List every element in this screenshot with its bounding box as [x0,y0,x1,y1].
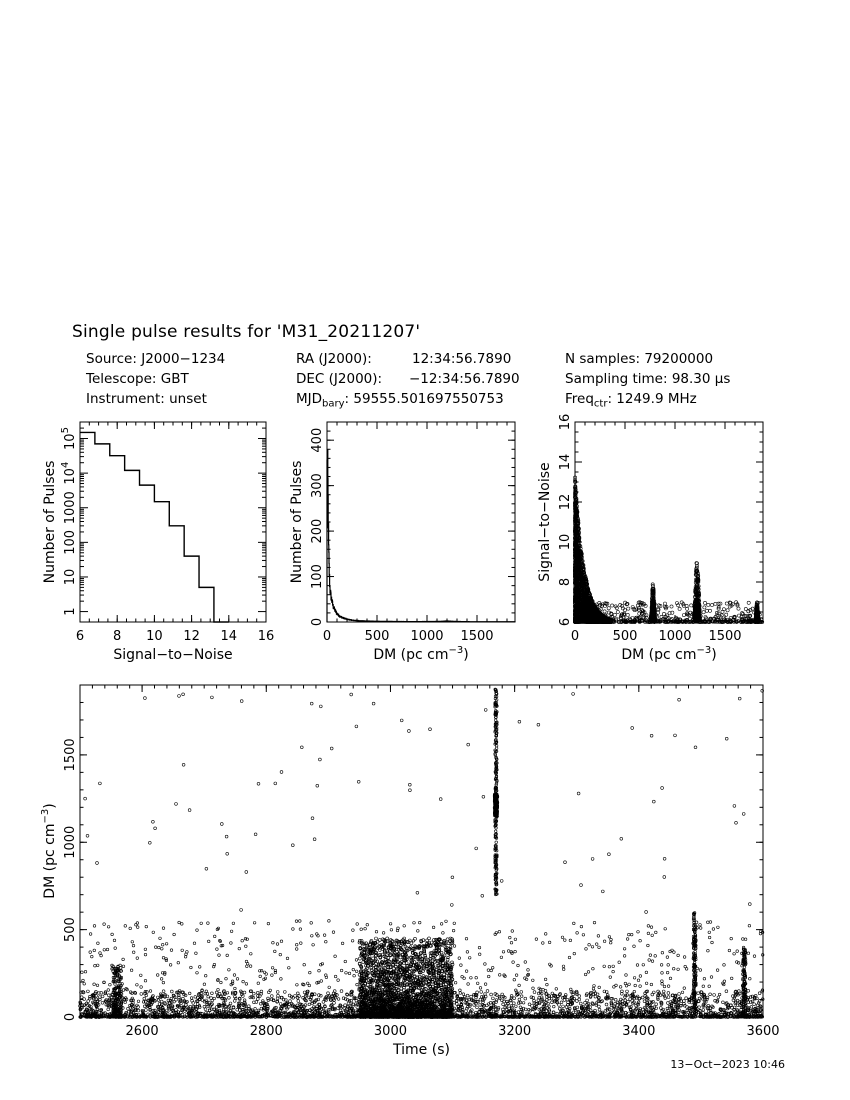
dec-label: DEC (J2000): [296,371,383,387]
dm-vs-time-point [584,1001,587,1004]
snr-histogram-ytick-label: 1000 [63,491,78,525]
snr-vs-dm-point [627,607,630,610]
dm-histogram-steps [327,450,515,622]
snr-histogram-ytick-label: 100 [63,529,78,555]
dm-vs-time-points [79,688,765,1018]
snr-vs-dm-ytick-label: 6 [558,617,573,627]
dm-histogram-xtick-label: 1000 [410,629,444,644]
page-title: Single pulse results for 'M31_20211207' [72,322,421,342]
snr-vs-dm-point [623,609,626,612]
dm-vs-time-point [470,995,473,998]
snr-vs-dm-point [616,610,619,613]
snr-vs-dm-point [613,613,616,616]
dm-vs-time-point [517,1002,520,1005]
snr-vs-dm-point [682,614,685,617]
snr-histogram-ytick-label: $10^4$ [60,461,78,485]
source-label: Source: J2000−1234 [86,351,226,367]
snr-vs-dm-point [703,606,706,609]
snr-vs-dm-point [737,607,740,610]
snr-histogram-ytick-label: 1 [63,607,78,616]
dm-vs-time-point [486,990,489,993]
nsamples-label: N samples: 79200000 [565,351,714,367]
dm-histogram-xlabel: DM (pc $cm^{-3}$) [373,645,469,663]
dm-vs-time-point [183,1010,186,1013]
snr-vs-dm-point [747,601,750,604]
snr-vs-dm-point [660,615,663,618]
snr-vs-dm-ytick-label: 12 [558,493,573,511]
snr-vs-dm-point [729,616,732,619]
dm-vs-time-point [667,992,670,995]
dm-vs-time-point [160,1000,163,1003]
dm-vs-time [40,685,780,1058]
dm-vs-time-point [455,1003,458,1006]
dm-vs-time-point [203,1005,206,1008]
dm-vs-time-point [586,999,589,1002]
dm-vs-time-point [101,995,104,998]
dm-vs-time-point [623,1005,626,1008]
dm-vs-time-point [243,991,246,994]
snr-histogram-xtick-label: 16 [257,629,275,644]
snr-vs-dm-ytick-label: 8 [558,577,573,587]
snr-histogram-ylabel: Number of Pulses [42,460,58,584]
dm-vs-time-point [297,1000,300,1003]
dm-histogram-ytick-label: 200 [310,518,325,544]
snr-vs-dm-point [607,607,610,610]
telescope-label: Telescope: GBT [86,371,189,387]
mjd-text: MJD [296,391,323,407]
dm-vs-time-point [533,991,536,994]
dm-vs-time-point [143,997,146,1000]
dm-vs-time-point [667,996,670,999]
dm-vs-time-point [579,1002,582,1005]
snr-vs-dm-xtick-label: 1000 [658,629,692,644]
snr-vs-dm-point [678,607,681,610]
mjd-value: : 59555.501697550753 [344,391,504,407]
snr-vs-dm-xtick-label: 1500 [708,629,742,644]
mjd-subscript: bary [322,398,345,410]
snr-vs-dm-points [573,476,763,624]
dm-histogram-ylabel: Number of Pulses [289,460,305,584]
snr-vs-dm-ytick-label: 16 [558,413,573,431]
dm-vs-time-point [725,990,728,993]
snr-vs-dm-point [710,603,713,606]
snr-histogram-steps [80,432,229,622]
dm-vs-time-point [598,1008,601,1011]
dm-histogram-xtick-label: 0 [322,629,332,644]
dm-vs-time-point [513,997,516,1000]
dm-histogram [289,422,515,663]
snr-vs-dm-ytick-label: 10 [558,533,573,551]
snr-histogram-xtick-label: 12 [183,629,200,644]
dm-histogram-ytick-label: 100 [310,564,325,589]
dm-vs-time-point [626,990,629,993]
snr-vs-dm-xtick-label: 500 [612,629,638,644]
dm-vs-time-point [490,993,493,996]
snr-histogram-xtick-label: 10 [146,629,163,644]
dm-vs-time-point [107,994,110,997]
snr-histogram-xlabel: Signal−to−Noise [113,647,233,663]
snr-histogram-xtick-label: 8 [113,629,122,644]
dm-vs-time-point [722,1001,725,1004]
snr-vs-dm-xlabel: DM (pc $cm^{-3}$) [621,645,717,663]
snr-vs-dm-point [714,602,717,605]
snr-histogram-frame [80,422,266,622]
snr-vs-dm-point [690,604,693,607]
snr-vs-dm [537,414,764,663]
dm-vs-time-point [257,994,260,997]
dm-histogram-ytick-label: 300 [310,473,325,499]
dm-histogram-ytick-label: 400 [310,427,325,453]
snr-vs-dm-point [741,612,744,615]
snr-vs-dm-point [707,603,710,606]
dm-vs-time-point [747,989,750,992]
snr-vs-dm-point [662,612,665,615]
snr-vs-dm-point [656,611,659,614]
snr-vs-dm-frame [575,422,763,622]
dm-vs-time-point [709,993,712,996]
snr-vs-dm-point [708,609,711,612]
snr-vs-dm-xtick-label: 0 [570,629,580,644]
dm-vs-time-point [276,991,279,994]
dm-vs-time-point [706,996,709,999]
dm-vs-time-point [512,1002,515,1005]
snr-vs-dm-point [702,611,705,614]
snr-vs-dm-point [726,609,729,612]
snr-vs-dm-point [603,610,606,613]
dm-vs-time-point [578,998,581,1001]
dm-vs-time-point [589,1009,592,1012]
dm-histogram-xtick-label: 1500 [460,629,494,644]
dm-vs-time-point [651,993,654,996]
snr-vs-dm-point [703,601,706,604]
dm-vs-time-point [101,1001,104,1004]
ra-label: RA (J2000): [296,351,372,367]
dec-value: −12:34:56.7890 [409,371,520,387]
snr-vs-dm-point [619,603,622,606]
snr-vs-dm-point [670,605,673,608]
snr-vs-dm-point [611,604,614,607]
snr-histogram-ytick-label: $10^5$ [60,427,78,450]
snr-histogram-xtick-label: 14 [220,629,238,644]
dm-vs-time-point [178,996,181,999]
snr-histogram-xtick-label: 6 [75,629,85,644]
snr-vs-dm-point [663,602,666,605]
dm-vs-time-point [296,992,299,995]
freq-text: Freq [565,391,594,407]
dm-histogram-frame [327,422,515,622]
dm-histogram-xtick-label: 500 [364,629,390,644]
snr-vs-dm-point [705,609,708,612]
dm-vs-time-point [283,991,286,994]
dm-vs-time-point [107,1008,110,1011]
dm-vs-time-point [662,990,665,993]
freq-subscript: ctr [593,398,608,410]
dm-vs-time-point [595,1004,598,1007]
dm-vs-time-point [145,1009,148,1012]
ra-value: 12:34:56.7890 [412,351,512,367]
dm-histogram-ytick-label: 0 [310,617,325,627]
snr-vs-dm-ylabel: Signal−to−Noise [537,462,553,582]
snr-histogram-ytick-label: 10 [63,568,78,586]
snr-histogram [42,422,274,663]
instrument-label: Instrument: unset [86,391,207,407]
snr-vs-dm-point [626,613,629,616]
dm-vs-time-point [562,1005,565,1008]
snr-vs-dm-ytick-label: 14 [558,453,573,471]
freq-value: : 1249.9 MHz [607,391,697,407]
snr-vs-dm-point [721,610,724,613]
sampling-label: Sampling time: 98.30 μs [565,371,731,387]
